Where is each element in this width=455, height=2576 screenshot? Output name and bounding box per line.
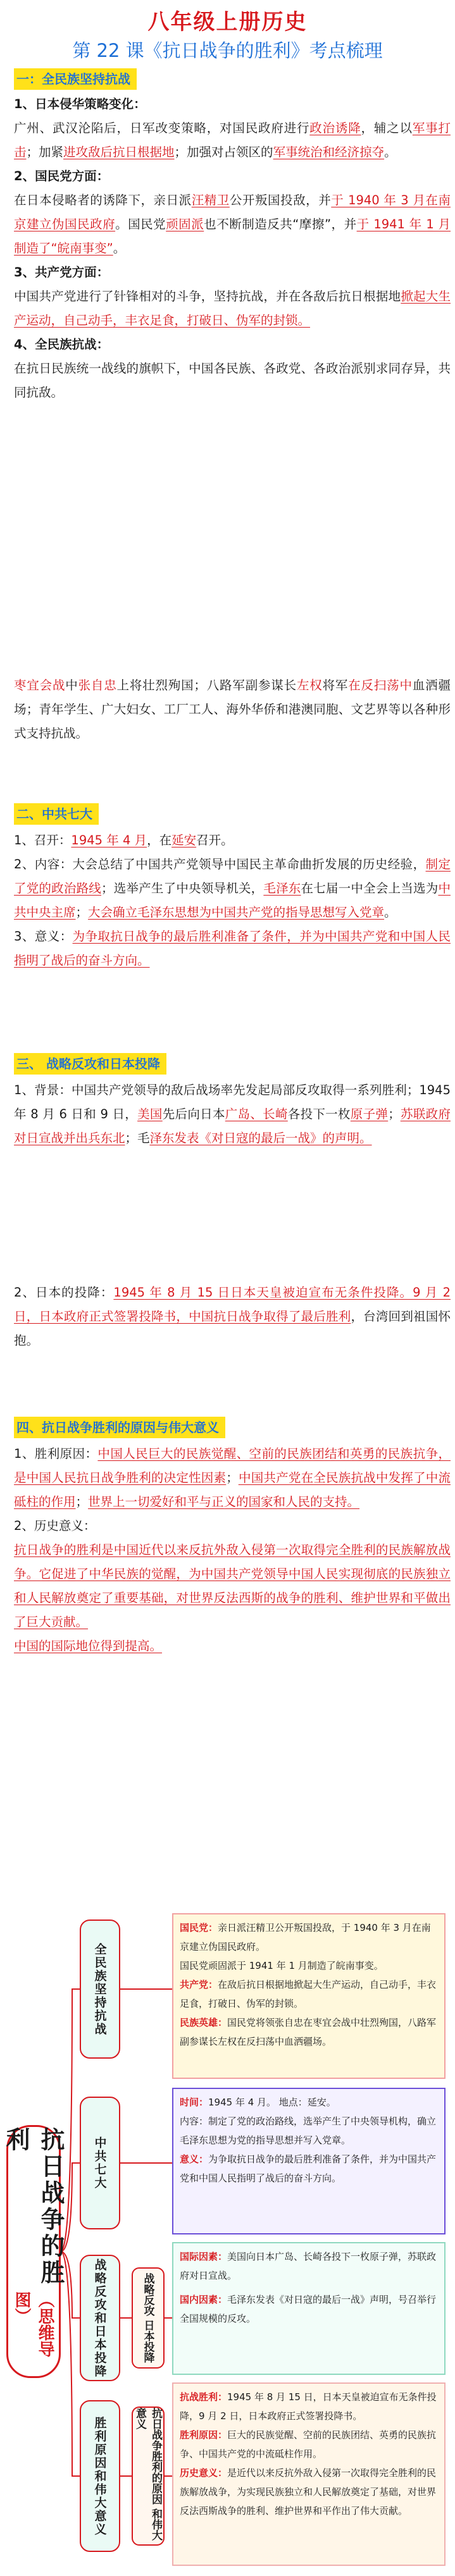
page-title: 八年级上册历史 [147,9,308,35]
s2-p3: 3、意义：为争取抗日战争的最后胜利准备了条件，并为中国共产党和中国人民指明了战后的奋斗方向。 [14,929,451,968]
s2-p2: 2、内容：大会总结了中国共产党领导中国民主革命曲折发展的历史经验，制定了党的政治路线；选举产生了中央领导机关，毛泽东在七届一中全会上当选为中共中央主席；大会确立毛泽东思想为中国共产党的指导思想写入党章。 [14,857,451,920]
s4-p4: 中国的国际地位得到提高。 [14,1639,163,1653]
section-4 [14,1417,451,1658]
page-subtitle: 第 22 课《抗日战争的胜利》考点梳理 [72,40,383,61]
branch-2: 中共七大 [80,2097,120,2229]
box-3: 国际因素：美国向日本广岛、长崎各投下一枚原子弹，苏联政府对日宣战。 国内因素：毛泽东发表《对日寇的最后一战》声明，号召举行全国规模的反攻。 [172,2242,446,2375]
section-1 [14,68,451,405]
section-2 [14,803,451,973]
branch-1: 全民族坚持抗战 [80,1920,120,2059]
s1-p3: 中国共产党进行了针锋相对的斗争，坚持抗战，并在各敌后抗日根据地掀起大生产运动，自己动手，丰衣足食，打破日、伪军的封锁。 [14,289,451,328]
section-4-heading: 四、抗日战争胜利的原因与伟大意义 [14,1417,225,1438]
branch-3: 战略反攻和日本投降 [80,2255,120,2381]
sub-4: 抗日战争胜利的原因 和伟大意义 [132,2407,165,2546]
section-3 [14,1053,451,1150]
box-1: 国民党：亲日派汪精卫公开叛国投敌，于 1940 年 3 月在南京建立伪国民政府。 国民党顽固派于 1941 年 1 月制造了皖南事变。 共产党：在敌后抗日根据地掀起大生产运动，自己动手，丰衣足食，打破日、伪军的封锁。 民族英雄：国民党将领张自忠在枣宜会战中壮烈殉国，八路军副参谋长左权在反扫荡中血洒疆场。 [172,1913,446,2079]
box-2: 时间：1945 年 4 月。 地点：延安。 内容：制定了党的政治路线，选举产生了中央领导机构，确立毛泽东思想为党的指导思想并写入党章。 意义：为争取抗日战争的最后胜利准备了条件，并为中国共产党和中国人民指明了战后的奋斗方向。 [172,2088,446,2234]
mind-map [4,1913,451,2571]
sub-3: 战略反攻 日本投降 [132,2267,165,2369]
s4-p2: 2、历史意义： [14,1519,96,1533]
s1-p1: 广州、武汉沦陷后，日军改变策略，对国民政府进行政治诱降，辅之以军事打击；加紧进攻敌后抗日根据地；加强对占领区的军事统治和经济掠夺。 [14,121,451,159]
s1-h3: 3、共产党方面： [14,265,109,280]
s1-p5: 枣宜会战中张自忠上将壮烈殉国；八路军副参谋长左权将军在反扫荡中血洒疆场；青年学生、广大妇女、工厂工人、海外华侨和港澳同胞、文艺界等以各种形式支持抗战。 [14,678,451,741]
s4-p3: 抗日战争的胜利是中国近代以来反抗外敌入侵第一次取得完全胜利的民族解放战争。它促进了中华民族的觉醒，为中国共产党领导中国人民实现彻底的民族独立和人民解放奠定了重要基础，对世界反法西斯的战争的胜利、维护世界和平做出了巨大贡献。 [14,1543,451,1629]
s1-h2: 2、国民党方面： [14,169,109,183]
section-3-heading: 三、 战略反攻和日本投降 [14,1053,166,1075]
s1-h4: 4、全民族抗战： [14,337,109,352]
s1-p2: 在日本侵略者的诱降下，亲日派汪精卫公开叛国投敌，并于 1940 年 3 月在南京建立伪国民政府。国民党顽固派也不断制造反共“摩擦”，并于 1941 年 1 月制造了“皖南事变”。 [14,193,451,256]
box-4: 抗战胜利：1945 年 8 月 15 日，日本天皇被迫宣布无条件投降，9 月 2 日，日本政府正式签署投降书。 胜利原因：巨大的民族觉醒、空前的民族团结、英勇的民族抗争、中国共产党的中流砥柱作用。 历史意义：是近代以来反抗外敌入侵第一次取得完全胜利的民族解放战争，为实现民族独立和人民解放奠定了基础，对世界反法西斯战争的胜利、维护世界和平作出了伟大贡献。 [172,2382,446,2566]
s3-p1: 1、背景：中国共产党领导的敌后战场率先发起局部反攻取得一系列胜利；1945 年 8 月 6 日和 9 日，美国先后向日本广岛、长崎各投下一枚原子弹；苏联政府对日宣战并出兵东北；毛泽东发表《对日寇的最后一战》的声明。 [14,1083,451,1145]
mind-map-root: 抗日战争的胜利 （思维导图） [6,2125,61,2378]
s4-p1: 1、胜利原因：中国人民巨大的民族觉醒、空前的民族团结和英勇的民族抗争，是中国人民抗日战争胜利的决定性因素；中国共产党在全民族抗战中发挥了中流砥柱的作用；世界上一切爱好和平与正义的国家和人民的支持。 [14,1446,451,1509]
s1-p4: 在抗日民族统一战线的旗帜下，中国各民族、各政党、各政治派别求同存异，共同抗敌。 [14,361,451,400]
s3-p2: 2、日本的投降：1945 年 8 月 15 日日本天皇被迫宣布无条件投降。9 月 2 日，日本政府正式签署投降书，中国抗日战争取得了最后胜利，台湾回到祖国怀抱。 [14,1285,451,1348]
section-2-heading: 二、中共七大 [14,803,99,825]
s2-p1: 1、召开：1945 年 4 月，在延安召开。 [14,833,234,847]
s1-h1: 1、日本侵华策略变化： [14,97,146,111]
branch-4: 胜利原因和伟大意义 [80,2400,120,2552]
section-1-heading: 一：全民族坚持抗战 [14,68,137,90]
